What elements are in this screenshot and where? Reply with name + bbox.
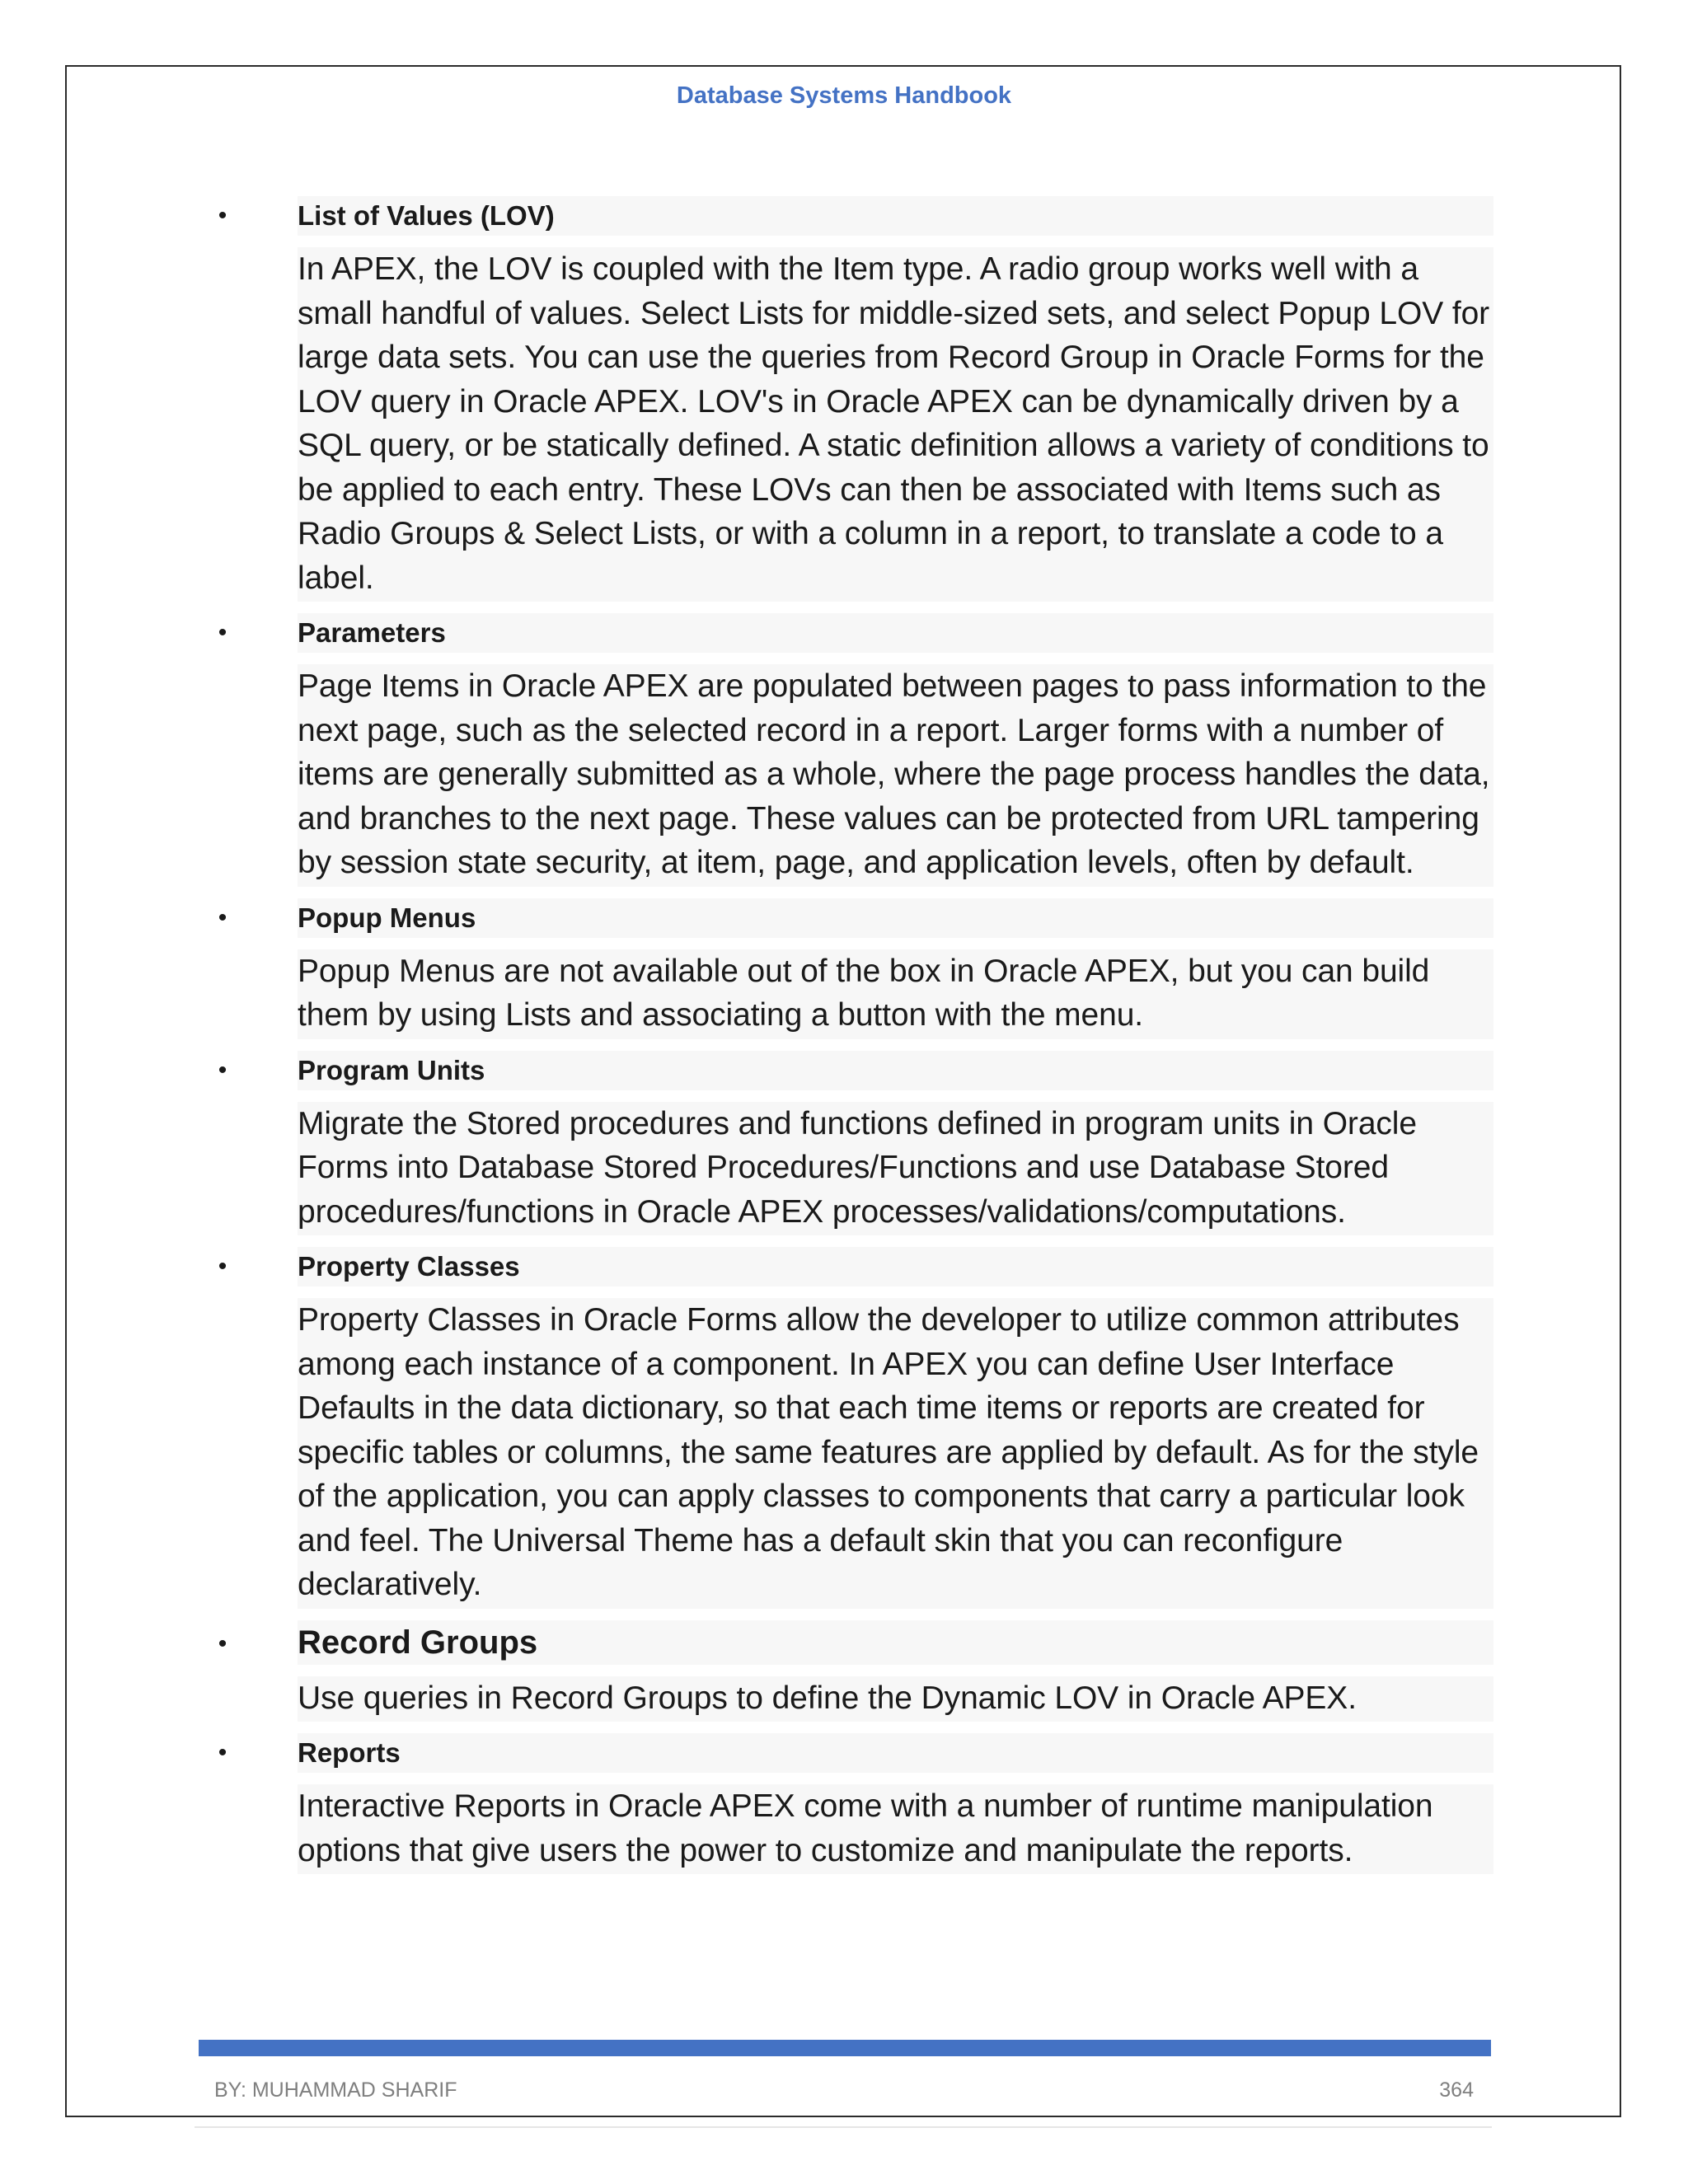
section-paragraph: Use queries in Record Groups to define the Dynamic LOV in Oracle APEX.: [298, 1676, 1493, 1722]
bullet-icon: •: [218, 903, 227, 931]
heading-text: Popup Menus: [298, 902, 476, 933]
page-header-title: Database Systems Handbook: [676, 82, 1012, 109]
list-item-lov: [198, 196, 1493, 602]
section-paragraph: Popup Menus are not available out of the box in Oracle APEX, but you can build them by using Lists and associating a button with the menu.: [298, 949, 1493, 1039]
heading-text: Reports: [298, 1737, 401, 1768]
footer-accent-bar: [199, 2040, 1491, 2056]
section-heading: [218, 1247, 1493, 1286]
heading-text: List of Values (LOV): [298, 200, 555, 231]
footer-author: BY: MUHAMMAD SHARIF: [214, 2079, 457, 2102]
list-item-parameters: [198, 613, 1493, 887]
section-paragraph: Property Classes in Oracle Forms allow the developer to utilize common attributes among each instance of a component. In APEX you can define User Interface Defaults in the data dictionary, so that each time items or reports are created for specific tables or columns, the same features are applied by default. As for the style of the application, you can apply classes to components that carry a particular look and feel. The Universal Theme has a default skin that you can reconfigure declaratively.: [298, 1298, 1493, 1609]
section-heading: [218, 613, 1493, 653]
heading-text: Parameters: [298, 617, 446, 648]
bottom-divider: [195, 2126, 1492, 2128]
section-paragraph: Page Items in Oracle APEX are populated between pages to pass information to the next page, such as the selected record in a report. Larger forms with a number of items are generally submitted as a whole, where the page process handles the data, and branches to the next page. These values can be protected from URL tampering by session state security, at item, page, and application levels, often by default.: [298, 664, 1493, 887]
list-item-popup-menus: [198, 898, 1493, 1039]
section-heading: [218, 196, 1493, 236]
heading-text: Property Classes: [298, 1251, 520, 1282]
section-heading: [218, 898, 1493, 938]
bullet-icon: •: [218, 1253, 227, 1280]
document-content: [198, 196, 1493, 1886]
section-heading: [218, 1620, 1493, 1665]
heading-text: Program Units: [298, 1054, 485, 1085]
bullet-icon: •: [218, 1629, 227, 1657]
bullet-icon: •: [218, 1056, 227, 1084]
list-item-program-units: [198, 1051, 1493, 1236]
list-item-reports: [198, 1733, 1493, 1874]
heading-text: Record Groups: [298, 1624, 538, 1661]
list-item-record-groups: [198, 1620, 1493, 1722]
section-heading: [218, 1051, 1493, 1090]
bullet-icon: •: [218, 619, 227, 646]
section-paragraph: Migrate the Stored procedures and functions defined in program units in Oracle Forms into Database Stored Procedures/Functions and use Database Stored procedures/functions in Oracle APEX processes/validations/computations.: [298, 1102, 1493, 1236]
section-paragraph: In APEX, the LOV is coupled with the Item type. A radio group works well with a small handful of values. Select Lists for middle-sized sets, and select Popup LOV for large data sets. You can use the queries from Record Group in Oracle Forms for the LOV query in Oracle APEX. LOV's in Oracle APEX can be dynamically driven by a SQL query, or be statically defined. A static definition allows a variety of conditions to be applied to each entry. These LOVs can then be associated with Items such as Radio Groups & Select Lists, or with a column in a report, to translate a code to a label.: [298, 247, 1493, 602]
section-paragraph: Interactive Reports in Oracle APEX come with a number of runtime manipulation options that give users the power to customize and manipulate the reports.: [298, 1784, 1493, 1874]
bullet-icon: •: [218, 1739, 227, 1766]
section-heading: [218, 1733, 1493, 1773]
list-item-property-classes: [198, 1247, 1493, 1609]
bullet-icon: •: [218, 202, 227, 229]
page-number: 364: [1439, 2079, 1474, 2102]
